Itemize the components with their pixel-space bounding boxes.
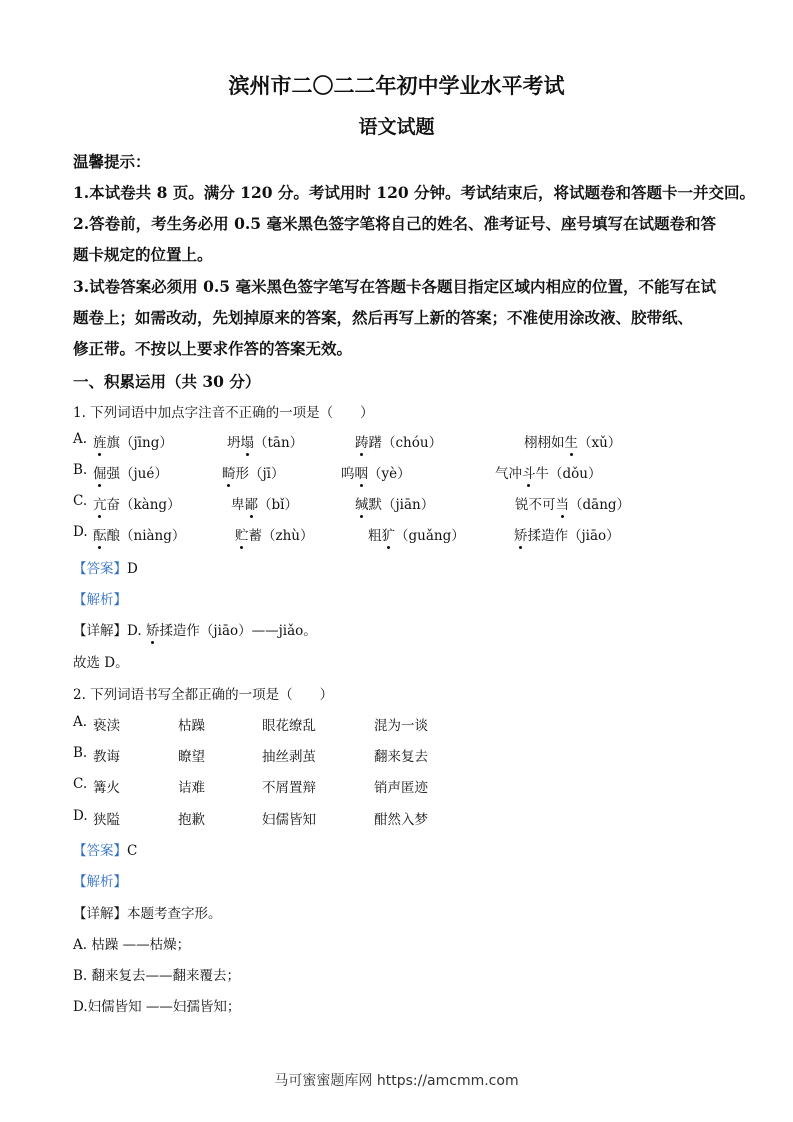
q1-item: 呜咽（yè） [341,462,411,482]
q2-item: 翻来复去 [374,749,428,765]
q2-detail: 【详解】本题考查字形。 [73,906,222,922]
q2-fix-b: B. 翻来复去——翻来覆去； [73,968,241,984]
q2-item: 抱歉 [178,812,205,828]
q1-item: 踌躇（chóu） [355,431,442,451]
q2-option-label: A. [73,714,88,730]
q1-item: 矫揉造作（jiāo） [514,524,620,544]
q1-item: 锐不可当（dāng） [515,493,630,513]
q1-item: 旌旗（jīng） [93,431,173,451]
q1-analysis-tag: 【解析】 [73,592,127,608]
exam-subtitle: 语文试题 [358,116,435,138]
answer-value: C [127,843,138,859]
q2-item: 不屑置辩 [262,780,316,796]
exam-title: 滨州市二〇二二年初中学业水平考试 [228,73,565,98]
q2-fix-d: D.妇儒皆知 ——妇孺皆知； [73,999,241,1015]
q2-item: 教诲 [93,749,120,765]
answer-tag: 【答案】 [73,843,127,859]
q1-stem: 1. 下列词语中加点字注音不正确的一项是（ ） [73,405,374,421]
q2-option-label: B. [73,745,88,761]
tip-line-2b: 题卡规定的位置上。 [73,245,213,264]
q2-stem: 2. 下列词语书写全都正确的一项是（ ） [73,687,334,703]
q1-item: 坍塌（tān） [227,431,303,451]
tip-line-3a: 3.试卷答案必须用 0.5 毫米黑色签字笔写在答题卡各题目指定区域内相应的位置，不能写在试 [73,277,716,296]
q1-detail: 【详解】D. 矫揉造作（jiāo）——jiǎo。 [73,619,733,639]
tip-line-2a: 2.答卷前，考生务必用 0.5 毫米黑色签字笔将自己的姓名、准考证号、座号填写在试题卷和答 [73,214,716,233]
q1-item: 亢奋（kàng） [93,493,181,513]
q1-answer [73,557,733,577]
q2-item: 销声匿迹 [374,780,428,796]
q2-analysis-tag: 【解析】 [73,874,127,890]
q1-option-label: C. [73,493,88,509]
q1-item: 气冲斗牛（dǒu） [495,462,601,482]
q1-item: 粗犷（guǎng） [368,524,465,544]
q2-answer [73,839,733,859]
q2-item: 亵渎 [93,718,120,734]
q1-option-label: D. [73,524,88,540]
q1-item: 倔强（jué） [93,462,168,482]
tip-line-1: 1.本试卷共 8 页。满分 120 分。考试用时 120 分钟。考试结束后，将试题卷和答题卡一并交回。 [73,183,756,202]
q1-item: 卑鄙（bǐ） [231,493,298,513]
section-heading: 一、积累运用（共 30 分） [73,372,261,391]
q1-item: 缄默（jiān） [355,493,434,513]
q2-item: 抽丝剥茧 [262,749,316,765]
q2-option-label: D. [73,808,88,824]
q1-option-label: B. [73,462,88,478]
q1-item: 贮蓄（zhù） [235,524,314,544]
answer-tag: 【答案】 [73,561,127,577]
tip-line-3c: 修正带。不按以上要求作答的答案无效。 [73,339,353,358]
q2-item: 眼花缭乱 [262,718,316,734]
q2-fix-a: A. 枯躁 ——枯燥； [73,937,191,953]
tip-line-3b: 题卷上；如需改动，先划掉原来的答案，然后再写上新的答案；不准使用涂改液、胶带纸、 [73,308,694,327]
q1-option-label: A. [73,431,88,447]
q2-item: 混为一谈 [374,718,428,734]
q1-item: 栩栩如生（xǔ） [524,431,621,451]
tips-heading: 温馨提示： [73,152,151,171]
q1-item: 畸形（jī） [222,462,285,482]
q2-item: 妇儒皆知 [262,812,316,828]
site-footer: 马可蜜蜜题库网 https://amcmm.com [274,1073,519,1089]
q2-item: 枯躁 [178,718,205,734]
q2-item: 狭隘 [93,812,120,828]
q2-item: 瞭望 [178,749,205,765]
q2-item: 篝火 [93,780,120,796]
q2-option-label: C. [73,776,88,792]
answer-value: D [127,561,138,577]
q2-item: 酣然入梦 [374,812,428,828]
q2-item: 诘难 [178,780,205,796]
q1-item: 酝酿（niàng） [93,524,185,544]
q1-conclusion: 故选 D。 [73,655,129,671]
